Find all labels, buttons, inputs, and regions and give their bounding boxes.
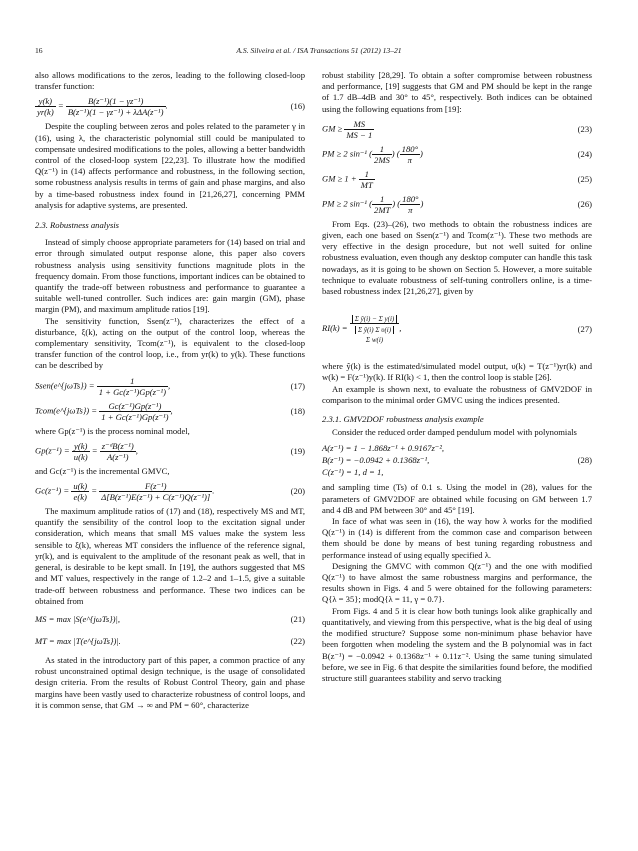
equation-number: (16) [290,101,305,112]
section-heading: 2.3. Robustness analysis [35,220,120,231]
equation-19: Gp(z⁻¹) = $\frac{y(k)}{u(k)}$ = $\frac{\text{z⁻ᵈB(z⁻¹)}}{\text{A(z⁻¹)}}$ , (19) [35,440,305,462]
equation-25: GM ≥ 1 + $\frac{1}{MT}$ (25) [322,168,592,190]
equation-21: MS = max |S(e^{jωTs})|, (21) [35,614,305,625]
paragraph: From Eqs. (23)–(26), two methods to obtain the robustness indices are given, each one based on Ssen(z⁻¹) and Tcom(z⁻¹). These two methods are very effective in the design procedure, but not well suited for online robustness evaluation, even though any desktop computer can handle this task nowadays, as it is going to be shown on Section 5. However, a more suitable technique to evaluate robustness of self-tuning controllers online, is a time-based robustness index [21,26,27], given by [322,218,592,297]
paragraph: As stated in the introductory part of this paper, a common practice of any robust unconstrained optimal design technique, is the usage of consolidated design criteria. From the results of Robust Control Theory, gain and phase margins have been vastly used to characterize robustness of control loops, and it is common sense, that GM → ∞ and PM = 60°, characterize [35,654,305,710]
equation-number: (17) [290,380,305,391]
equation-number: (18) [290,405,305,416]
paragraph: robust stability [28,29]. To obtain a softer compromise between robustness and performance, [19] suggests that GM and PM should be kept in the range of 1.7 dB–4dB and 30° to 45°, respectively. Both indices can be obtained using the following equations from [19]: [322,70,592,114]
equation-number: (23) [577,123,592,134]
paragraph: The sensitivity function, Ssen(z⁻¹), characterizes the effect of a disturbance, ξ(k), acting on the output of the control loop, whereas the complementary sensitivity, Tcom(z⁻¹), is equivalent to the closed-loop transfer function of the control loop, i.e., from yr(k) to y(k). These functions can be described by [35,315,305,371]
equation-27: RI(k) = Σ ŷ(i) − Σ y(i) Σ ŷ(i) Σ υ(i) Σ w(i) , (27) [322,301,592,357]
equation-number: (28) [577,455,592,466]
equation-24: PM ≥ 2 sin⁻¹ ( $\frac{1}{2MS}$ ) ( $\frac{180^\circ}{\pi}$ ) (24) [322,143,592,165]
paragraph: and Gc(z⁻¹) is the incremental GMVC, [35,465,170,476]
equation-number: (25) [577,173,592,184]
equation-23: GM ≥ $\frac{MS}{MS - 1}$ (23) [322,118,592,140]
paragraph: also allows modifications to the zeros, leading to the following closed-loop transfer function: [35,70,305,92]
paragraph: where Gp(z⁻¹) is the process nominal model, [35,425,190,436]
paragraph: and sampling time (Ts) of 0.1 s. Using the model in (28), values for the parameters of GMV2DOF are obtained while focusing on GM between 1.7 and 4 dB and PM between 30° and 45° [19]. [322,482,592,515]
paragraph: An example is shown next, to evaluate the robustness of GMV2DOF in comparison to the minimal order GMVC using the indices presented. [322,383,592,405]
equation-number: (24) [577,148,592,159]
page-number: 16 [35,46,43,55]
equation-22: MT = max |T(e^{jωTs})|. (22) [35,636,305,647]
paragraph: where ŷ(k) is the estimated/simulated model output, υ(k) = T(z⁻¹)yr(k) and w(k) = F(z⁻¹)y(k). If RI(k) < 1, then the control loop is stable [26]. [322,361,592,383]
paragraph: Consider the reduced order damped pendulum model with polynomials [332,427,577,438]
equation-number: (26) [577,198,592,209]
equation-20: Gc(z⁻¹) = $\frac{u(k)}{e(k)}$ = $\frac{\text{F(z⁻¹)}}{\text{Δ[B(z⁻¹)E(z⁻¹) + C(z⁻¹)Q(z⁻¹)]}}$ . (20) [35,481,305,503]
equation-number: (27) [577,323,592,334]
paragraph: In face of what was seen in (16), the way how λ works for the modified Q(z⁻¹) in (14) is different from the common case and comparison between them should be done by means of best tuning regarding robustness and performance instead of using equally specified λ. [322,516,592,560]
equation-number: (21) [290,614,305,625]
running-head: A.S. Silveira et al. / ISA Transactions 51 (2012) 13–21 [236,46,402,55]
paragraph: Despite the coupling between zeros and poles related to the parameter γ in (16), using λ, the characteristic polynomial still could be manipulated to compensate undesired modifications to the poles, allowing a better bandwidth control of the closed-loop system [22,23]. To illustrate how the modified Q(z⁻¹) in (14) affects performance and robustness, in the following section, some robustness analysis results in terms of gain and phase margins, and also by a time-based robustness index found in [21,26,27], concerning PMM analysis for adaptive systems, are presented. [35,121,305,210]
right-column [322,70,592,684]
equation-26: PM ≥ 2 sin⁻¹ ( $\frac{1}{2MT}$ ) ( $\frac{180^\circ}{\pi}$ ) (26) [322,193,592,215]
paragraph: The maximum amplitude ratios of (17) and (18), respectively MS and MT, quantify the sensibility of the control loop to the excitation signal under consideration, which means that small MS values make the system less sensible to ξ(k), whereas MT considers the influence of the reference signal, yr(k), and is equivalent to the amplitude of the resonant peak as well, that in general, is desirable to be kept small. In [19], the authors suggested that MS and MT values, respectively in the range of 1.2–2 and 1–1.5, give a suitable trade-off between robustness and performance. These two indices can be obtained from [35,506,305,606]
equation-17: Ssen(e^{jωTs}) = $\frac{1}{\text{1 + Gc(z⁻¹)Gp(z⁻¹)}}$ , (17) [35,375,305,397]
paragraph: From Figs. 4 and 5 it is clear how both tunings look alike graphically and quantitatively, and viewing from this perspective, what is the big deal of using the modified structure? Suppose some non-minimum phase behavior have been forgotten when modeling the system and the B polynomial was in fact B(z⁻¹) = −0.0942 + 0.1368z⁻¹ + 0.11z⁻². Using the same tuning simulated before, we see in Fig. 6 that despite the similarities found before, the modified structure still guarantees stability and servo tracking [322,605,592,683]
left-column [35,70,305,711]
paragraph: Instead of simply choose appropriate parameters for (14) based on trial and error through simulated output response alone, this paper also covers robustness analysis using sensitivity functions magnitude plots in the frequency domain. From those functions, important indices can be obtained to quantify the trade-off between robustness and performance to guarantee a suitable well-tuned controller. Such indices are: gain margin (GM), phase margin (PM), and maximum amplitude ratios [19]. [35,237,305,315]
equation-18: Tcom(e^{jωTs}) = $\frac{\text{Gc(z⁻¹)Gp(z⁻¹)}}{\text{1 + Gc(z⁻¹)Gp(z⁻¹)}}$ , (18) [35,400,305,422]
equation-28: A(z⁻¹) = 1 − 1.868z⁻¹ + 0.9167z⁻², B(z⁻¹) = −0.0942 + 0.1368z⁻¹, (28) C(z⁻¹) = 1, d = 1, [322,443,592,478]
equation-number: (22) [290,636,305,647]
equation-16: $\frac{y(k)}{yr(k)}$ = $\frac{\text{B(z⁻¹)(1 − γz⁻¹)}}{\text{B(z⁻¹)(1 − γz⁻¹) + λΔA(z⁻¹)}}$ . (16) [37,96,305,118]
paragraph: Designing the GMVC with common Q(z⁻¹) and the one with modified Q(z⁻¹) to have almost the same robustness margins and performance, the results shown in Figs. 4 and 5 were obtained for the following parameters: Q{λ = 35}; modQ{λ = 11, γ = 0.7}. [322,560,592,605]
page-header [35,46,603,60]
subsection-heading: 2.3.1. GMV2DOF robustness analysis example [322,414,484,425]
equation-number: (19) [290,445,305,456]
equation-number: (20) [290,485,305,496]
